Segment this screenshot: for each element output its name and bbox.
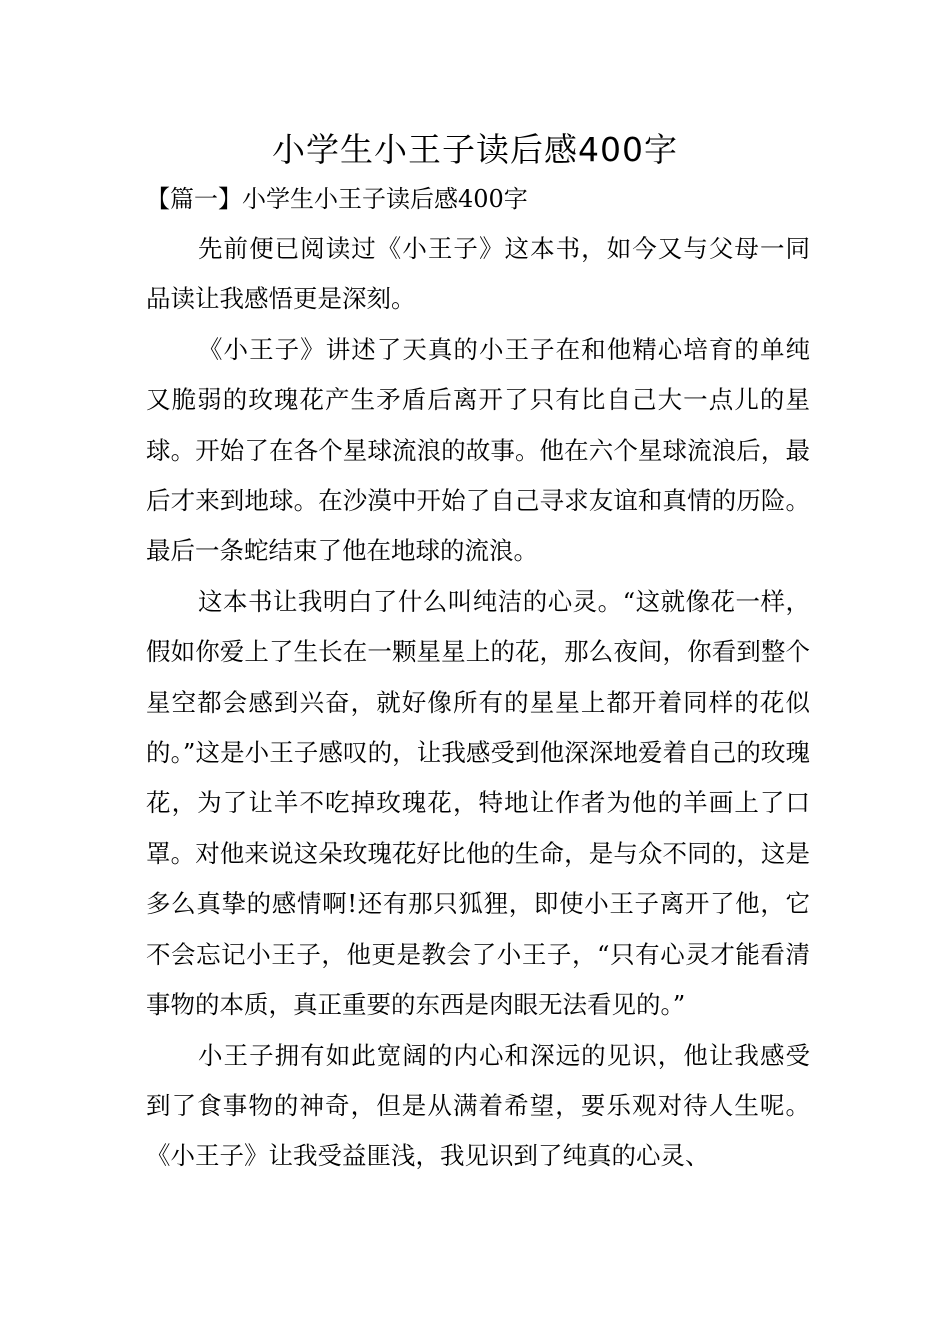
document-body [146,224,810,1182]
paragraph: 先前便已阅读过《小王子》这本书，如今又与父母一同品读让我感悟更是深刻。 [146,234,810,314]
document-title: 小学生小王子读后感400字 [272,130,678,169]
section-heading: 【篇一】小学生小王子读后感400字 [146,185,528,213]
paragraph: 《小王子》讲述了天真的小王子在和他精心培育的单纯又脆弱的玫瑰花产生矛盾后离开了只有比自己大一点儿的星球。开始了在各个星球流浪的故事。他在六个星球流浪后，最后才来到地球。在沙漠中开始了自己寻求友谊和真情的历险。最后一条蛇结束了他在地球的流浪。 [146,334,810,566]
paragraph: 小王子拥有如此宽阔的内心和深远的见识，他让我感受到了食事物的神奇，但是从满着希望，要乐观对待人生呢。《小王子》让我受益匪浅，我见识到了纯真的心灵、 [146,1040,810,1171]
paragraph: 这本书让我明白了什么叫纯洁的心灵。“这就像花一样，假如你爱上了生长在一颗星星上的花，那么夜间，你看到整个星空都会感到兴奋，就好像所有的星星上都开着同样的花似的。”这是小王子感叹的，让我感受到他深深地爱着自己的玫瑰花，为了让羊不吃掉玫瑰花，特地让作者为他的羊画上了口罩。对他来说这朵玫瑰花好比他的生命，是与众不同的，这是多么真挚的感情啊!还有那只狐狸，即使小王子离开了他，它不会忘记小王子，他更是教会了小王子，“只有心灵才能看清事物的本质，真正重要的东西是肉眼无法看见的。” [146,586,810,1020]
